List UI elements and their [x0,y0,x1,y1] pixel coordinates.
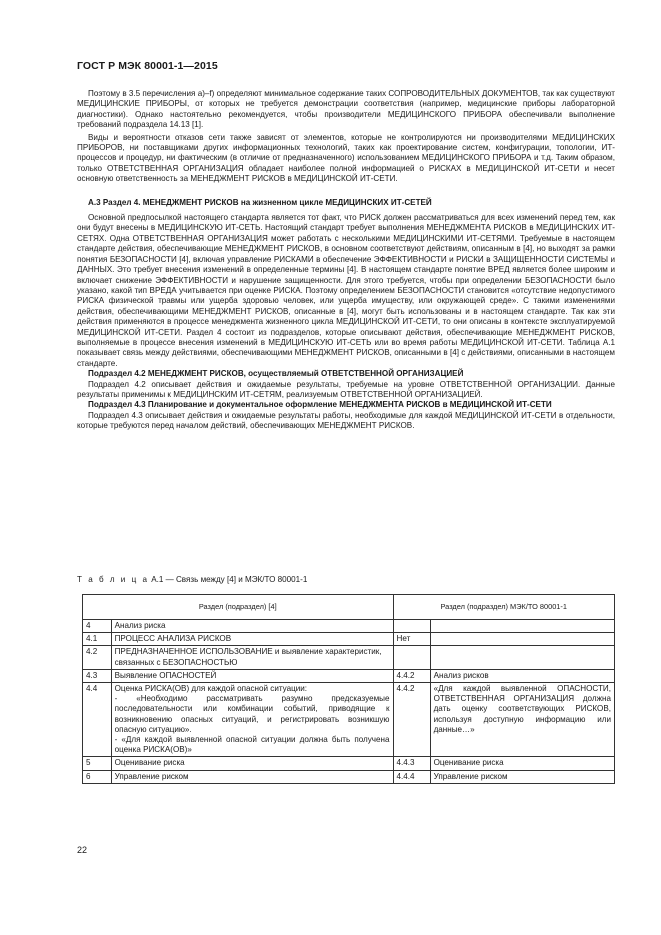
standard-header: ГОСТ Р МЭК 80001-1—2015 [77,60,218,72]
paragraph-1: Поэтому в 3.5 перечисления а)–f) определяют минимальное содержание таких СОПРОВОДИТЕЛЬНЫХ ДОКУМЕНТОВ, так как существуют МЕДИЦИНСКИЕ ПРИБОРЫ, от которых не требуется демонстрации соответствия (например, медицинские приборы лабораторной диагностики). Однако настоятельно рекомендуется, чтобы производители МЕДИЦИНСКОГО ПРИБОРА обеспечивали выполнение требований подраздела 14.13 [1]. [77,89,615,130]
table-caption [77,575,307,584]
cell-section-text: Выявление ОПАСНОСТЕЙ [111,669,393,682]
table-row [83,683,615,757]
table-row [83,646,615,669]
paragraph-5: Подраздел 4.3 описывает действия и ожидаемые результаты работы, необходимые для каждой МЕДИЦИНСКОЙ ИТ-СЕТИ в отдельности, которые требуются перед началом действий, обеспечивающих МЕНЕДЖМЕНТ РИСКОВ. [77,410,615,431]
table-row [83,757,615,770]
cell-iec-text: Анализ рисков [430,669,614,682]
cell-section-num: 6 [83,770,112,783]
cell-iec-num [393,646,430,669]
cell-section-num: 4.1 [83,633,112,646]
cell-iec-num: 4.4.3 [393,757,430,770]
section-heading-a3: А.3 Раздел 4. МЕНЕДЖМЕНТ РИСКОВ на жизненном цикле МЕДИЦИНСКИХ ИТ-СЕТЕЙ [88,197,432,207]
cell-iec-text [430,620,614,633]
cell-section-text: ПРЕДНАЗНАЧЕННОЕ ИСПОЛЬЗОВАНИЕ и выявление характеристик, связанных с БЕЗОПАСНОСТЬЮ [111,646,393,669]
table-row [83,770,615,783]
paragraph-4: Подраздел 4.2 описывает действия и ожидаемые результаты, требуемые на уровне ОТВЕТСТВЕННОЙ ОРГАНИЗАЦИИ. Данные результаты применимы к МЕДИЦИНСКИМ ИТ-СЕТЯМ, реализуемым ОТВЕТСТВЕННОЙ ОРГАНИЗАЦИЕЙ. [77,379,615,399]
table-row [83,620,615,633]
table-caption-text: А.1 — Связь между [4] и МЭК/ТО 80001-1 [148,575,308,584]
cell-section-num: 4 [83,620,112,633]
cell-section-text: Оценка РИСКА(ОВ) для каждой опасной ситуации: - «Необходимо рассматривать разумно предсказуемые последовательности или комбинации событий, приводящие к возникновению опасных ситуаций, и регистрировать возникшую опасную ситуацию». - «Для каждой выявленной опасной ситуации должна быть получена оценка РИСКА(ОВ)» [111,683,393,757]
subsection-4-3-title: Подраздел 4.3 Планирование и документальное оформление МЕНЕДЖМЕНТА РИСКОВ в МЕДИЦИНСКОЙ ИТ-СЕТИ [88,400,552,410]
paragraph-3: Основной предпосылкой настоящего стандарта является тот факт, что РИСК должен рассматриваться для всех изменений перед тем, как они будут внесены в МЕДИЦИНСКУЮ ИТ-СЕТЬ. Настоящий стандарт требует выполнения МЕНЕДЖМЕНТА РИСКОВ в МЕДИЦИНСКИХ ИТ-СЕТЯХ. Одна ОТВЕТСТВЕННАЯ ОРГАНИЗАЦИЯ может работать с несколькими МЕДИЦИНСКИМИ ИТ-СЕТЯМИ. Требуемые в настоящем стандарте действия, обеспечивающие МЕНЕДЖМЕНТ РИСКОВ, в основном соответствуют действиям, описанным в [4], но выходят за рамки понятия БЕЗОПАСНОСТИ [4], включая управление РИСКАМИ в обеспечение ЭФФЕКТИВНОСТИ и РИСКИ в ЗАЩИЩЕННОСТИ СИСТЕМЫ и ДАННЫХ. Это требует внесения изменений в определенные термины [4]. В настоящем стандарте понятие ВРЕД является более широким и включает снижение ЭФФЕКТИВНОСТИ и нарушение защищенности. Для этого требуется, чтобы при определении БЕЗОПАСНОСТИ было указано, какой тип ВРЕДА учитывается при оценке РИСКА. Поэтому определением БЕЗОПАСНОСТИ становится «отсутствие недопустимого РИСКА физической травмы или ущерба здоровью человек, или ущерба имуществу, или окружающей среде». С такими изменениями действия, обеспечивающими МЕНЕДЖМЕНТ РИСКОВ, описанные в [4], могут быть использованы и в настоящем стандарте. Так как эти действия применяются в процессе менеджмента жизненного цикла МЕДИЦИНСКОЙ ИТ-СЕТИ, то они описаны в контексте эксплуатируемой МЕДИЦИНСКОЙ ИТ-СЕТИ. Раздел 4 состоит из подразделов, которые описывают действия, обеспечивающие МЕНЕДЖМЕНТ РИСКОВ, выполняемые в процессе внесения изменений в МЕДИЦИНСКУЮ ИТ-СЕТЬ или во время работы МЕДИЦИНСКОЙ ИТ-СЕТИ. Таблица А.1 показывает связь между действиями, обеспечивающими МЕНЕДЖМЕНТ РИСКОВ, описанными в [4] с действиями, описанными в настоящем стандарте. [77,213,615,368]
body-text [77,89,615,432]
cell-iec-text: Управление риском [430,770,614,783]
table-row [83,633,615,646]
cell-iec-num: 4.4.2 [393,683,430,757]
cell-iec-text [430,646,614,669]
cell-section-num: 4.4 [83,683,112,757]
cell-section-num: 4.3 [83,669,112,682]
cell-section-text: Анализ риска [111,620,393,633]
cell-section-text: Управление риском [111,770,393,783]
cell-iec-num: 4.4.2 [393,669,430,682]
header-left: Раздел (подраздел) [4] [83,595,394,620]
page-number: 22 [77,845,88,855]
subsection-4-2-title: Подраздел 4.2 МЕНЕДЖМЕНТ РИСКОВ, осуществляемый ОТВЕТСТВЕННОЙ ОРГАНИЗАЦИЕЙ [88,369,464,379]
relation-table [82,594,615,784]
cell-iec-num: 4.4.4 [393,770,430,783]
cell-section-num: 4.2 [83,646,112,669]
cell-section-text: ПРОЦЕСС АНАЛИЗА РИСКОВ [111,633,393,646]
cell-iec-num: Нет [393,633,430,646]
cell-iec-num [393,620,430,633]
cell-section-text: Оценивание риска [111,757,393,770]
cell-section-num: 5 [83,757,112,770]
table-row [83,669,615,682]
cell-iec-text [430,633,614,646]
paragraph-2: Виды и вероятности отказов сети также зависят от элементов, которые не контролируются ни производителями МЕДИЦИНСКИХ ПРИБОРОВ, ни поставщиками других информационных технологий, таких как проектирование систем, конфигурации, топологии, ИТ-процессов и процедур, ни фактическим (в отличие от предназначенного) использованием МЕДИЦИНСКОГО ПРИБОРА и т.д. Таким образом, только ОТВЕТСТВЕННАЯ ОРГАНИЗАЦИЯ обладает наиболее полной информацией о РИСКАХ в МЕДИЦИНСКОЙ ИТ-СЕТИ и несет основную ответственность за МЕНЕДЖМЕНТ РИСКОВ в МЕДИЦИНСКОЙ ИТ-СЕТИ. [77,132,615,184]
cell-iec-text: «Для каждой выявленной ОПАСНОСТИ, ОТВЕТСТВЕННАЯ ОРГАНИЗАЦИЯ должна дать оценку соответствующих РИСКОВ, используя доступную информацию или данные…» [430,683,614,757]
table-header-row [83,595,615,620]
header-right: Раздел (подраздел) МЭК/ТО 80001-1 [393,595,615,620]
cell-iec-text: Оценивание риска [430,757,614,770]
table-caption-prefix: Т а б л и ц а [77,575,149,584]
